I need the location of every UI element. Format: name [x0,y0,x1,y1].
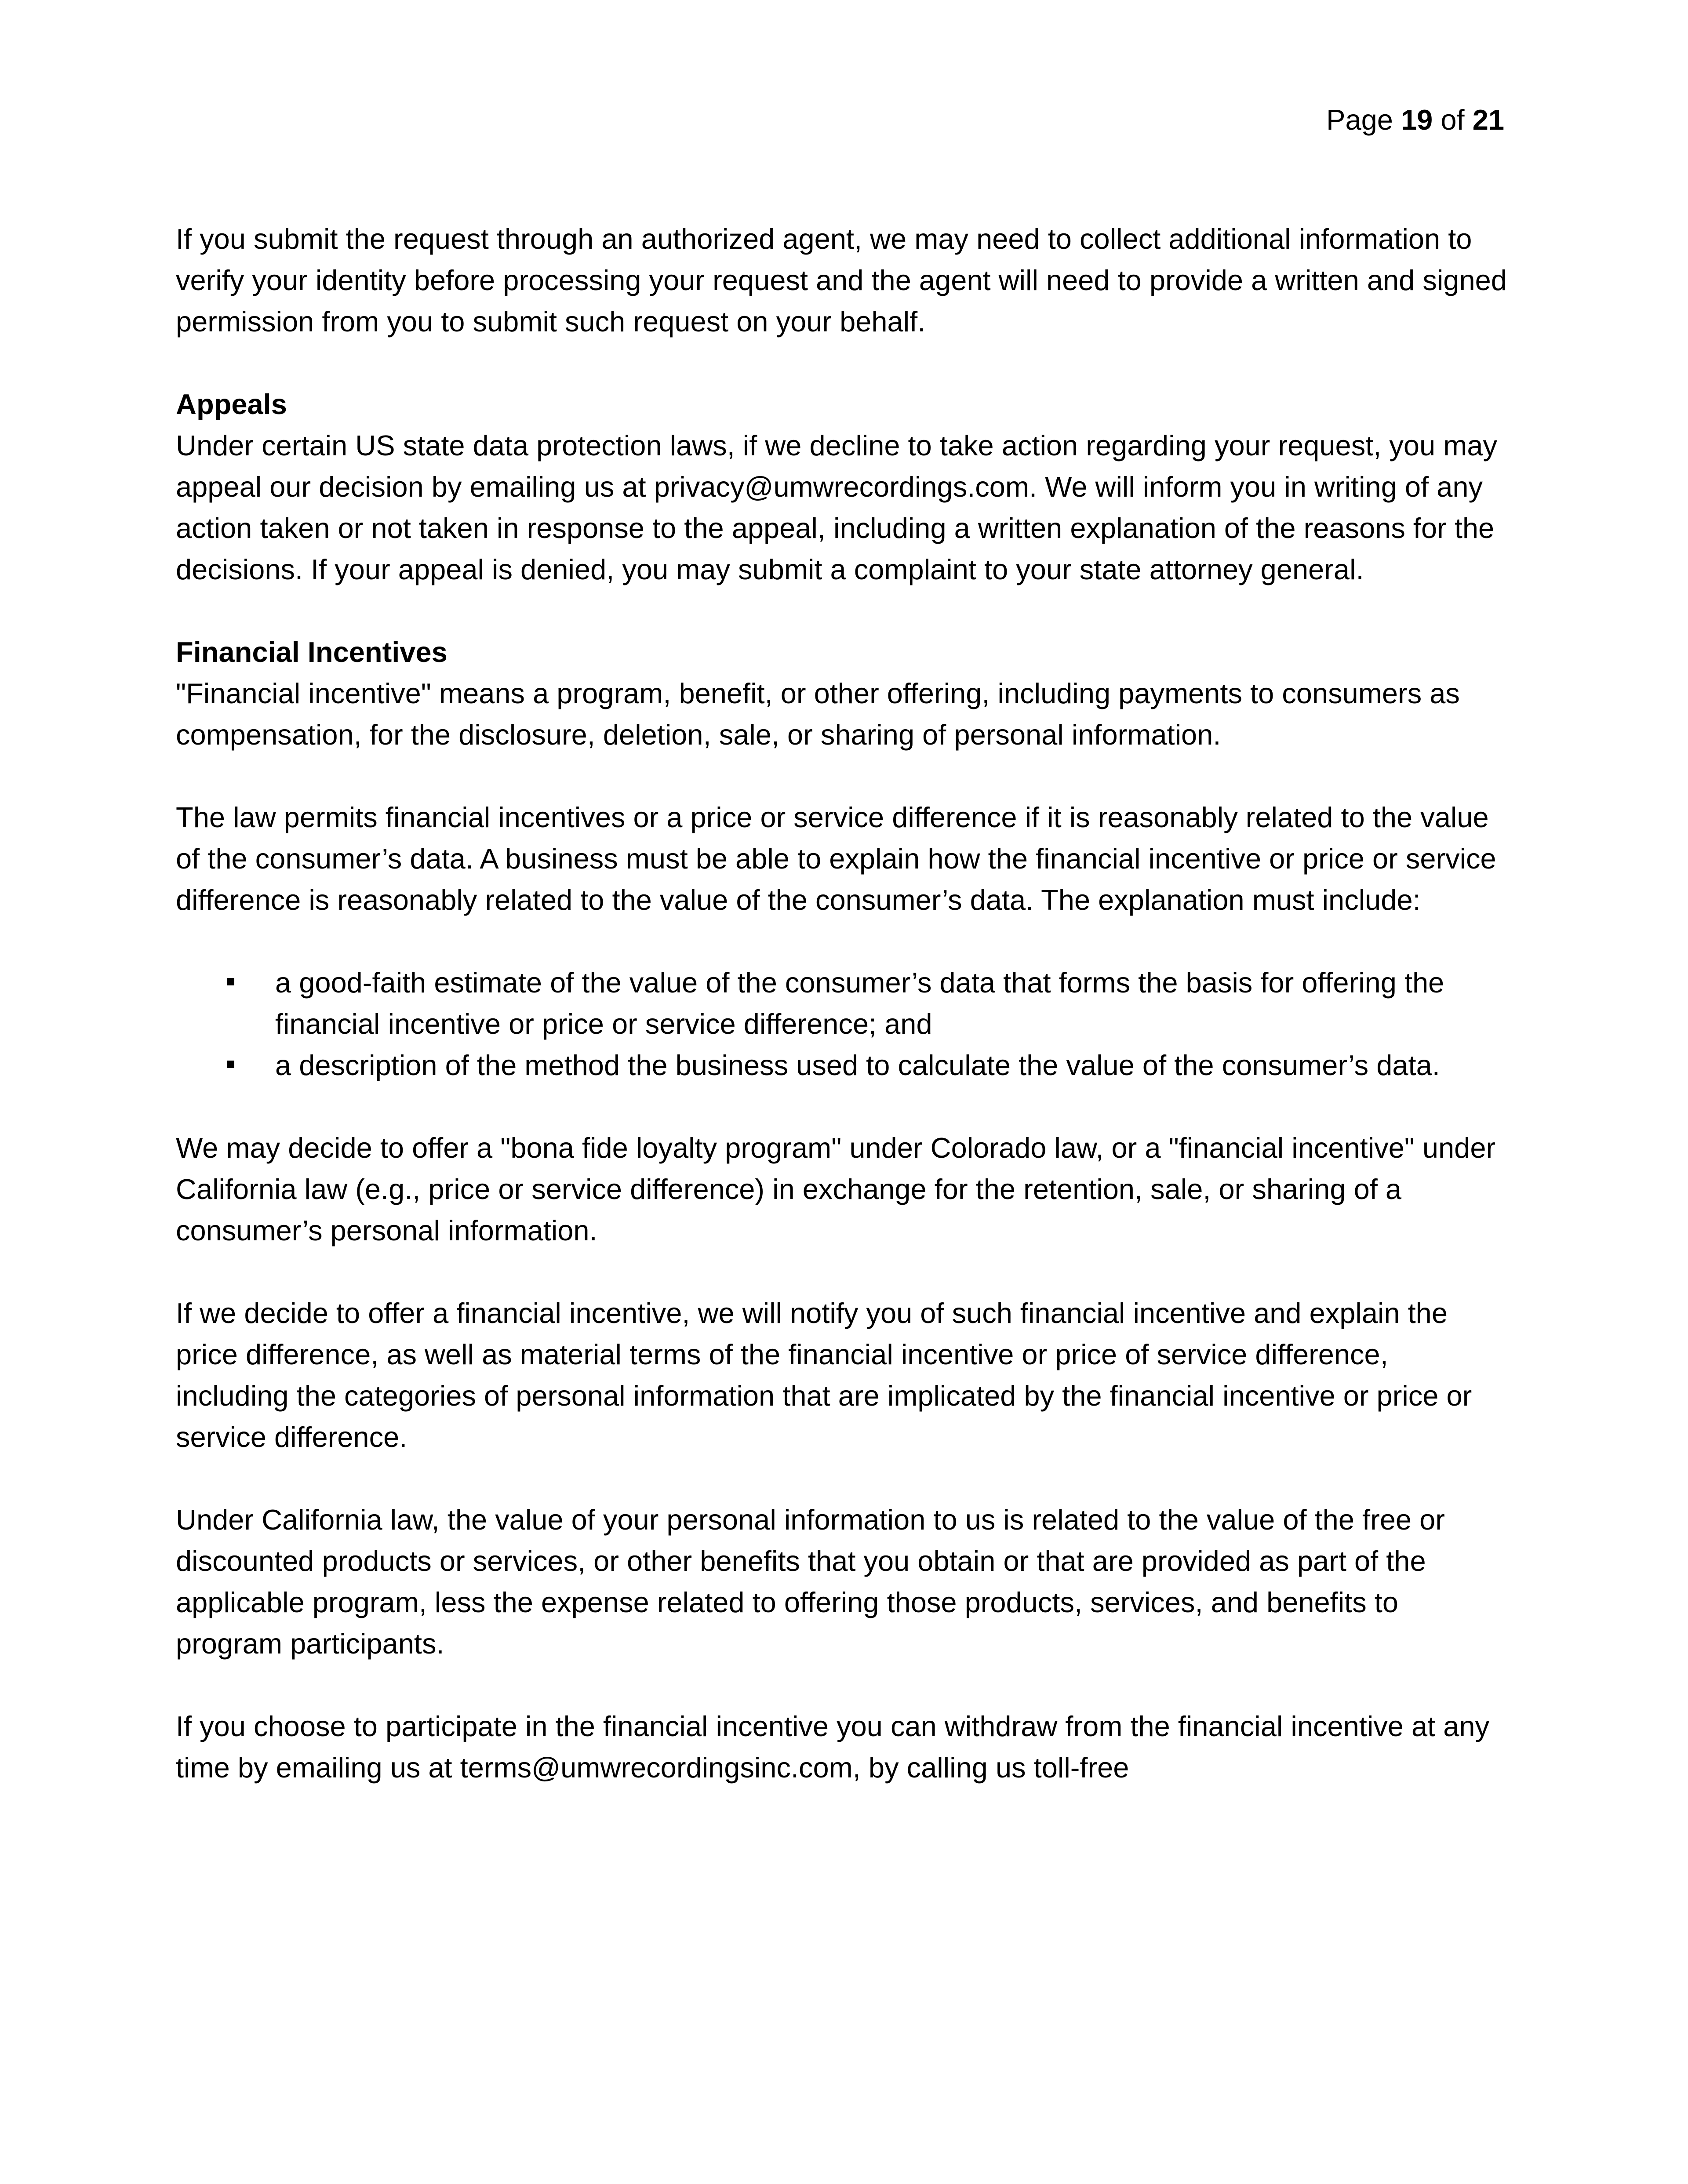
document-body [176,218,1508,1788]
paragraph-value-calculation: Under California law, the value of your personal information to us is related to the value of the free or discounted products or services, or other benefits that you obtain or that are provided as part of the applicable program, less the expense related to offering those products, services, and benefits to program participants. [176,1504,1445,1660]
heading-financial-incentives: Financial Incentives [176,636,447,668]
heading-appeals: Appeals [176,388,287,420]
total-pages-number: 21 [1472,104,1504,136]
paragraph-financial-incentive-definition: "Financial incentive" means a program, benefit, or other offering, including payments to consumers as compensation, for the disclosure, deletion, sale, or sharing of personal information. [176,677,1460,751]
list-item-text: a description of the method the business used to calculate the value of the consumer’s data. [275,1049,1440,1081]
page-label: Page [1326,104,1393,136]
explanation-list [176,962,1508,1086]
paragraph-law-permits: The law permits financial incentives or a price or service difference if it is reasonably related to the value of the consumer’s data. A business must be able to explain how the financial incentive or price or service difference is reasonably related to the value of the consumer’s data. The explanation must include: [176,801,1496,916]
paragraph-loyalty-program: We may decide to offer a "bona fide loyalty program" under Colorado law, or a "financial incentive" under California law (e.g., price or service difference) in exchange for the retention, sale, or sharing of a consumer’s personal information. [176,1132,1496,1246]
list-item [176,962,1508,1045]
paragraph-authorized-agent: If you submit the request through an authorized agent, we may need to collect additional information to verify your identity before processing your request and the agent will need to provide a written and signed permission from you to submit such request on your behalf. [176,223,1507,338]
page-number [1326,99,1504,141]
square-bullet-icon [227,1061,234,1068]
paragraph-appeals: Under certain US state data protection laws, if we decline to take action regarding your request, you may appeal our decision by emailing us at privacy@umwrecordings.com. We will inform you in writing of any action taken or not taken in response to the appeal, including a written explanation of the reasons for the decisions. If your appeal is denied, you may submit a complaint to your state attorney general. [176,429,1498,585]
current-page-number: 19 [1401,104,1433,136]
list-item [176,1045,1508,1086]
list-item-text: a good-faith estimate of the value of the consumer’s data that forms the basis for offering the financial incentive or price or service difference; and [275,967,1444,1040]
square-bullet-icon [227,978,234,985]
paragraph-notify: If we decide to offer a financial incentive, we will notify you of such financial incentive and explain the price difference, as well as material terms of the financial incentive or price of service difference, including the categories of personal information that are implicated by the financial incentive or price or service difference. [176,1297,1472,1453]
page-of-label: of [1441,104,1465,136]
paragraph-withdraw: If you choose to participate in the financial incentive you can withdraw from the financial incentive at any time by emailing us at terms@umwrecordingsinc.com, by calling us toll-free [176,1710,1490,1784]
